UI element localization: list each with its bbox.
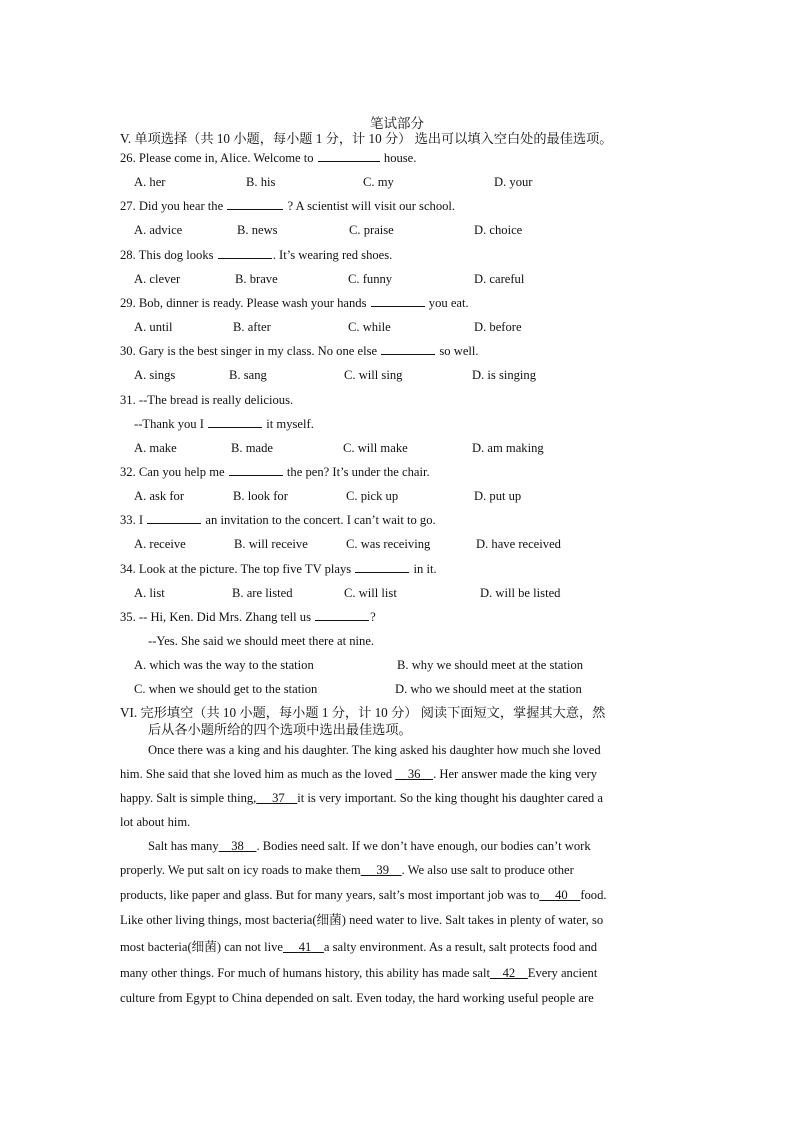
option-c: C. will sing <box>344 368 403 382</box>
question-stem: Can you help me <box>138 465 225 479</box>
passage-text: him. She said that she loved him as much as the loved <box>120 767 393 781</box>
question-stem-end: so well. <box>439 344 479 358</box>
question-stem-end: house. <box>383 151 417 165</box>
option-b: B. made <box>231 441 273 455</box>
question-stem-end: ? A scientist will visit our school. <box>287 199 456 213</box>
option-a: A. which was the way to the station <box>134 658 314 672</box>
option-c: C. pick up <box>346 489 399 503</box>
option-c: C. funny <box>348 272 393 286</box>
question-stem-end: you eat. <box>428 296 469 310</box>
option-a: A. until <box>134 320 173 334</box>
option-c: C. will make <box>343 441 408 455</box>
option-d: D. choice <box>474 223 523 237</box>
passage-text: Every ancient <box>527 966 598 980</box>
passage-line: Once there was a king and his daughter. The king asked his daughter how much she loved <box>148 743 601 757</box>
option-a: A. ask for <box>134 489 185 503</box>
blank-number: 38 <box>231 839 244 853</box>
option-c: C. will list <box>344 586 397 600</box>
question-number: 33. <box>120 513 136 527</box>
option-d: D. your <box>494 175 533 189</box>
question-number: 34. <box>120 562 136 576</box>
question-30 <box>120 343 479 359</box>
option-a: A. receive <box>134 537 186 551</box>
question-29 <box>120 295 469 311</box>
passage-text: . Her answer made the king very <box>433 767 598 781</box>
option-b: B. after <box>233 320 271 334</box>
option-b: B. his <box>246 175 276 189</box>
question-number: 29. <box>120 296 136 310</box>
passage-text: it is very important. So the king thought his daughter cared a <box>297 791 603 805</box>
blank-number: 39 <box>376 863 390 877</box>
blank-37 <box>256 791 297 805</box>
reply-text-end: it myself. <box>266 417 314 431</box>
option-b: B. why we should meet at the station <box>397 658 584 672</box>
question-27 <box>120 198 455 214</box>
passage-text: happy. Salt is simple thing, <box>120 791 257 805</box>
option-d: D. am making <box>472 441 544 455</box>
question-number: 32. <box>120 465 136 479</box>
passage-text: Salt has many <box>148 839 219 853</box>
answer-blank <box>218 247 272 259</box>
question-number: 31. <box>120 393 136 407</box>
option-b: B. sang <box>229 368 267 382</box>
passage-line: culture from Egypt to China depended on salt. Even today, the hard working useful people are <box>120 991 594 1005</box>
option-c: C. my <box>363 175 394 189</box>
passage-line <box>120 939 597 955</box>
question-31-reply <box>134 416 314 432</box>
option-a: A. list <box>134 586 165 600</box>
blank-number: 41 <box>298 940 312 954</box>
answer-blank <box>381 343 435 355</box>
passage-text: products, like paper and glass. But for many years, salt’s most important job was to <box>120 888 540 902</box>
passage-line <box>120 887 607 903</box>
passage-text: properly. We put salt on icy roads to make them <box>120 863 361 877</box>
passage-line <box>148 838 591 854</box>
question-stem-end: the pen? It’s under the chair. <box>286 465 430 479</box>
question-33 <box>120 512 436 528</box>
passage-line: Like other living things, most bacteria(细菌) need water to live. Salt takes in plenty of water, so <box>120 913 604 927</box>
option-d: D. is singing <box>472 368 537 382</box>
answer-blank <box>315 609 369 621</box>
question-stem: Please come in, Alice. Welcome to <box>138 151 314 165</box>
option-b: B. look for <box>233 489 288 503</box>
reply-text: --Thank you I <box>134 417 204 431</box>
section-6-heading: VI. 完形填空（共 10 小题，每小题 1 分，计 10 分） 阅读下面短文，掌握其大意，然 <box>120 705 606 720</box>
answer-blank <box>371 295 425 307</box>
question-26 <box>120 150 416 166</box>
passage-line <box>120 965 597 981</box>
blank-39 <box>361 863 402 877</box>
passage-text: . Bodies need salt. If we don’t have enough, our bodies can’t work <box>256 839 591 853</box>
passage-line: lot about him. <box>120 815 191 829</box>
answer-blank <box>208 416 262 428</box>
blank-number: 40 <box>555 888 568 902</box>
passage-line <box>120 766 597 782</box>
passage-text: many other things. For much of humans history, this ability has made salt <box>120 966 490 980</box>
option-c: C. while <box>348 320 391 334</box>
blank-38 <box>219 839 257 853</box>
question-stem: This dog looks <box>138 248 214 262</box>
question-35 <box>120 609 376 625</box>
option-a: A. advice <box>134 223 183 237</box>
passage-text: most bacteria(细菌) can not live <box>120 940 283 954</box>
blank-number: 36 <box>407 767 421 781</box>
question-stem-end: ? <box>370 610 376 624</box>
answer-blank <box>229 464 283 476</box>
page-title: 笔试部分 <box>370 116 424 131</box>
question-stem: I <box>138 513 144 527</box>
question-28 <box>120 247 392 263</box>
section-6-heading-cont: 后从各小题所给的四个选项中选出最佳选项。 <box>148 722 412 737</box>
blank-41 <box>283 940 324 954</box>
answer-blank <box>318 150 380 162</box>
answer-blank <box>147 512 201 524</box>
blank-40 <box>539 888 580 902</box>
question-stem: -- Hi, Ken. Did Mrs. Zhang tell us <box>138 610 311 624</box>
option-a: A. clever <box>134 272 181 286</box>
option-d: D. before <box>474 320 522 334</box>
question-number: 28. <box>120 248 136 262</box>
option-c: C. praise <box>349 223 394 237</box>
question-number: 30. <box>120 344 136 358</box>
option-b: B. will receive <box>234 537 308 551</box>
option-a: A. her <box>134 175 166 189</box>
option-d: D. put up <box>474 489 522 503</box>
blank-number: 42 <box>502 966 516 980</box>
answer-blank <box>227 198 283 210</box>
question-stem: Did you hear the <box>138 199 224 213</box>
question-stem: Gary is the best singer in my class. No one else <box>138 344 378 358</box>
option-c: C. when we should get to the station <box>134 682 318 696</box>
question-32 <box>120 464 430 480</box>
option-d: D. careful <box>474 272 525 286</box>
answer-blank <box>355 561 409 573</box>
passage-line <box>120 862 574 878</box>
option-b: B. brave <box>235 272 278 286</box>
passage-text: a salty environment. As a result, salt protects food and <box>323 940 598 954</box>
option-b: B. news <box>237 223 278 237</box>
passage-text: food. <box>580 888 607 902</box>
question-31 <box>120 392 293 408</box>
question-stem: --The bread is really delicious. <box>138 393 294 407</box>
passage-text: . We also use salt to produce other <box>401 863 574 877</box>
question-stem-end: in it. <box>413 562 437 576</box>
question-34 <box>120 561 437 577</box>
question-35-reply: --Yes. She said we should meet there at nine. <box>148 634 375 648</box>
option-d: D. will be listed <box>480 586 561 600</box>
blank-42 <box>490 966 528 980</box>
option-a: A. make <box>134 441 177 455</box>
question-stem-end: . It’s wearing red shoes. <box>272 248 393 262</box>
question-number: 35. <box>120 610 136 624</box>
section-5-heading: V. 单项选择（共 10 小题，每小题 1 分，计 10 分） 选出可以填入空白处的最佳选项。 <box>120 131 613 146</box>
option-b: B. are listed <box>232 586 293 600</box>
blank-number: 37 <box>272 791 285 805</box>
question-number: 26. <box>120 151 136 165</box>
passage-line <box>120 790 603 806</box>
option-c: C. was receiving <box>346 537 431 551</box>
question-stem-end: an invitation to the concert. I can’t wait to go. <box>205 513 436 527</box>
blank-36 <box>395 767 433 781</box>
option-d: D. have received <box>476 537 561 551</box>
option-d: D. who we should meet at the station <box>395 682 582 696</box>
option-a: A. sings <box>134 368 176 382</box>
question-number: 27. <box>120 199 136 213</box>
question-stem: Look at the picture. The top five TV plays <box>138 562 352 576</box>
question-stem: Bob, dinner is ready. Please wash your hands <box>138 296 367 310</box>
